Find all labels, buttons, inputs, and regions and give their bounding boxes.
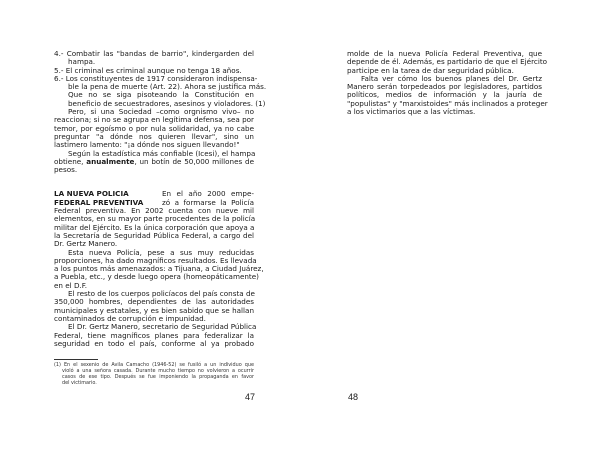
- paragraph-line: Federal preventiva. En 2002 cuenta con nueve mil: [54, 206, 254, 216]
- section-heading: LA NUEVA POLICIA: [54, 189, 129, 199]
- paragraph-line: 350,000 hombres, dependientes de las autoridades: [54, 297, 254, 307]
- paragraph-line: militar del Ejército. Es la única corporación que apoya a: [54, 222, 255, 232]
- left-page-text: [54, 49, 267, 348]
- paragraph-line: a los victimarios que a las víctimas.: [347, 107, 476, 117]
- paragraph-line: [54, 158, 254, 166]
- paragraph-line: proporciones, ha dado magníficos resultados. Es llevada: [54, 255, 257, 265]
- paragraph-line: pesos.: [54, 165, 78, 175]
- list-item: Que no se siga pisoteando la Constitución en: [68, 90, 254, 100]
- footnote-divider: [54, 359, 98, 360]
- paragraph-line: Esta nueva Policía, pese a sus muy reducidas: [68, 247, 254, 257]
- list-item: ble la pena de muerte (Art. 22). Ahora se justifica más.: [68, 82, 267, 92]
- paragraph-line: políticos, medios de información y la jauría de: [347, 90, 542, 100]
- list-item: beneficio de secuestradores, asesinos y violadores. (1): [68, 98, 266, 108]
- paragraph-line: Federal, tiene magníficos planes para federalizar la: [54, 330, 254, 340]
- paragraph-line: El resto de los cuerpos policíacos del país consta de: [68, 289, 255, 299]
- list-item: 6.- Los constituyentes de 1917 consideraron indispensa-: [54, 73, 258, 83]
- text: , un botín de 50,000 millones de: [134, 156, 254, 166]
- paragraph-line: En el año 2000 empe-: [162, 189, 254, 199]
- paragraph-line: zó a formarse la Policía: [162, 197, 254, 207]
- list-item: hampa.: [68, 57, 96, 67]
- paragraph-line: Pero, si una Sociedad –como orgnismo vivo– no: [68, 107, 254, 117]
- paragraph-line: reacciona; si no se agrupa en legítima defensa, sea por: [54, 115, 254, 125]
- paragraph-line: a los puntos más amenazados: a Tijuana, a Ciudad Juárez,: [54, 264, 264, 274]
- paragraph-line: Falta ver cómo los buenos planes del Dr. Gertz: [361, 73, 542, 83]
- paragraph-line: "populistas" y "marxistoides" más inclinados a proteger: [347, 98, 548, 108]
- paragraph-line: molde de la nueva Policía Federal Preventiva, que: [347, 49, 542, 58]
- paragraph-line: El Dr. Gertz Manero, secretario de Seguridad Pública: [68, 322, 257, 332]
- footnote-line: casos de ese tipo. Después se fue imponiendo la propaganda en favor: [62, 374, 254, 380]
- paragraph-line: municipales y estatales, y es bien sabido que se hallan: [54, 305, 254, 315]
- text: obtiene,: [54, 156, 87, 166]
- paragraph-line: en el D.F.: [54, 280, 88, 290]
- paragraph-line: elementos, en su mayor parte procedentes de la policía: [54, 214, 256, 224]
- right-page-text: [347, 49, 548, 117]
- paragraph-line: Según la estadística más confiable (Icesi), el hampa: [68, 148, 256, 158]
- paragraph-line: contaminados de corrupción e impunidad.: [54, 313, 206, 323]
- paragraph-line: Manero serán torpedeados por legisladores, partidos: [347, 82, 542, 92]
- footnote-line: (1) En el sexenio de Avila Camacho (1946-52) se fusiló a un individuo que: [54, 362, 254, 368]
- page-number: 48: [348, 392, 359, 402]
- bold-text: anualmente: [86, 156, 135, 166]
- paragraph-line: depende de él. Además, es partidario de que el Ejército: [347, 57, 548, 67]
- footnote-line: violó a una señora casada. Durante mucho tiempo no volvieron a ocurrir: [62, 368, 254, 374]
- paragraph-line: preguntar "a dónde nos quieren llevar", sino un: [54, 131, 254, 141]
- footnote: [54, 362, 254, 386]
- paragraph-line: a Puebla, etc., y desde luego opera (homeopáticamente): [54, 272, 259, 282]
- paragraph-line: lastimero lamento: "¡a dónde nos siguen llevando!": [54, 140, 240, 150]
- list-item: 4.- Combatir las "bandas de barrio", kindergarden del: [54, 49, 254, 58]
- paragraph-line: seguridad en todo el país, conforme al ya probado: [54, 338, 254, 348]
- section-heading: FEDERAL PREVENTIVA: [54, 197, 144, 207]
- page-number: 47: [245, 392, 256, 402]
- paragraph-line: participe en la tarea de dar seguridad pública.: [347, 65, 514, 75]
- list-item: 5.- El criminal es criminal aunque no tenga 18 años.: [54, 65, 242, 75]
- paragraph-line: Dr. Gertz Manero.: [54, 239, 118, 249]
- footnote-line: del victimario.: [62, 380, 97, 386]
- paragraph-line: temor, por egoísmo o por nula solidaridad, ya no cabe: [54, 123, 254, 133]
- paragraph-line: la Secretaría de Seguridad Pública Federal, a cargo del: [54, 230, 254, 240]
